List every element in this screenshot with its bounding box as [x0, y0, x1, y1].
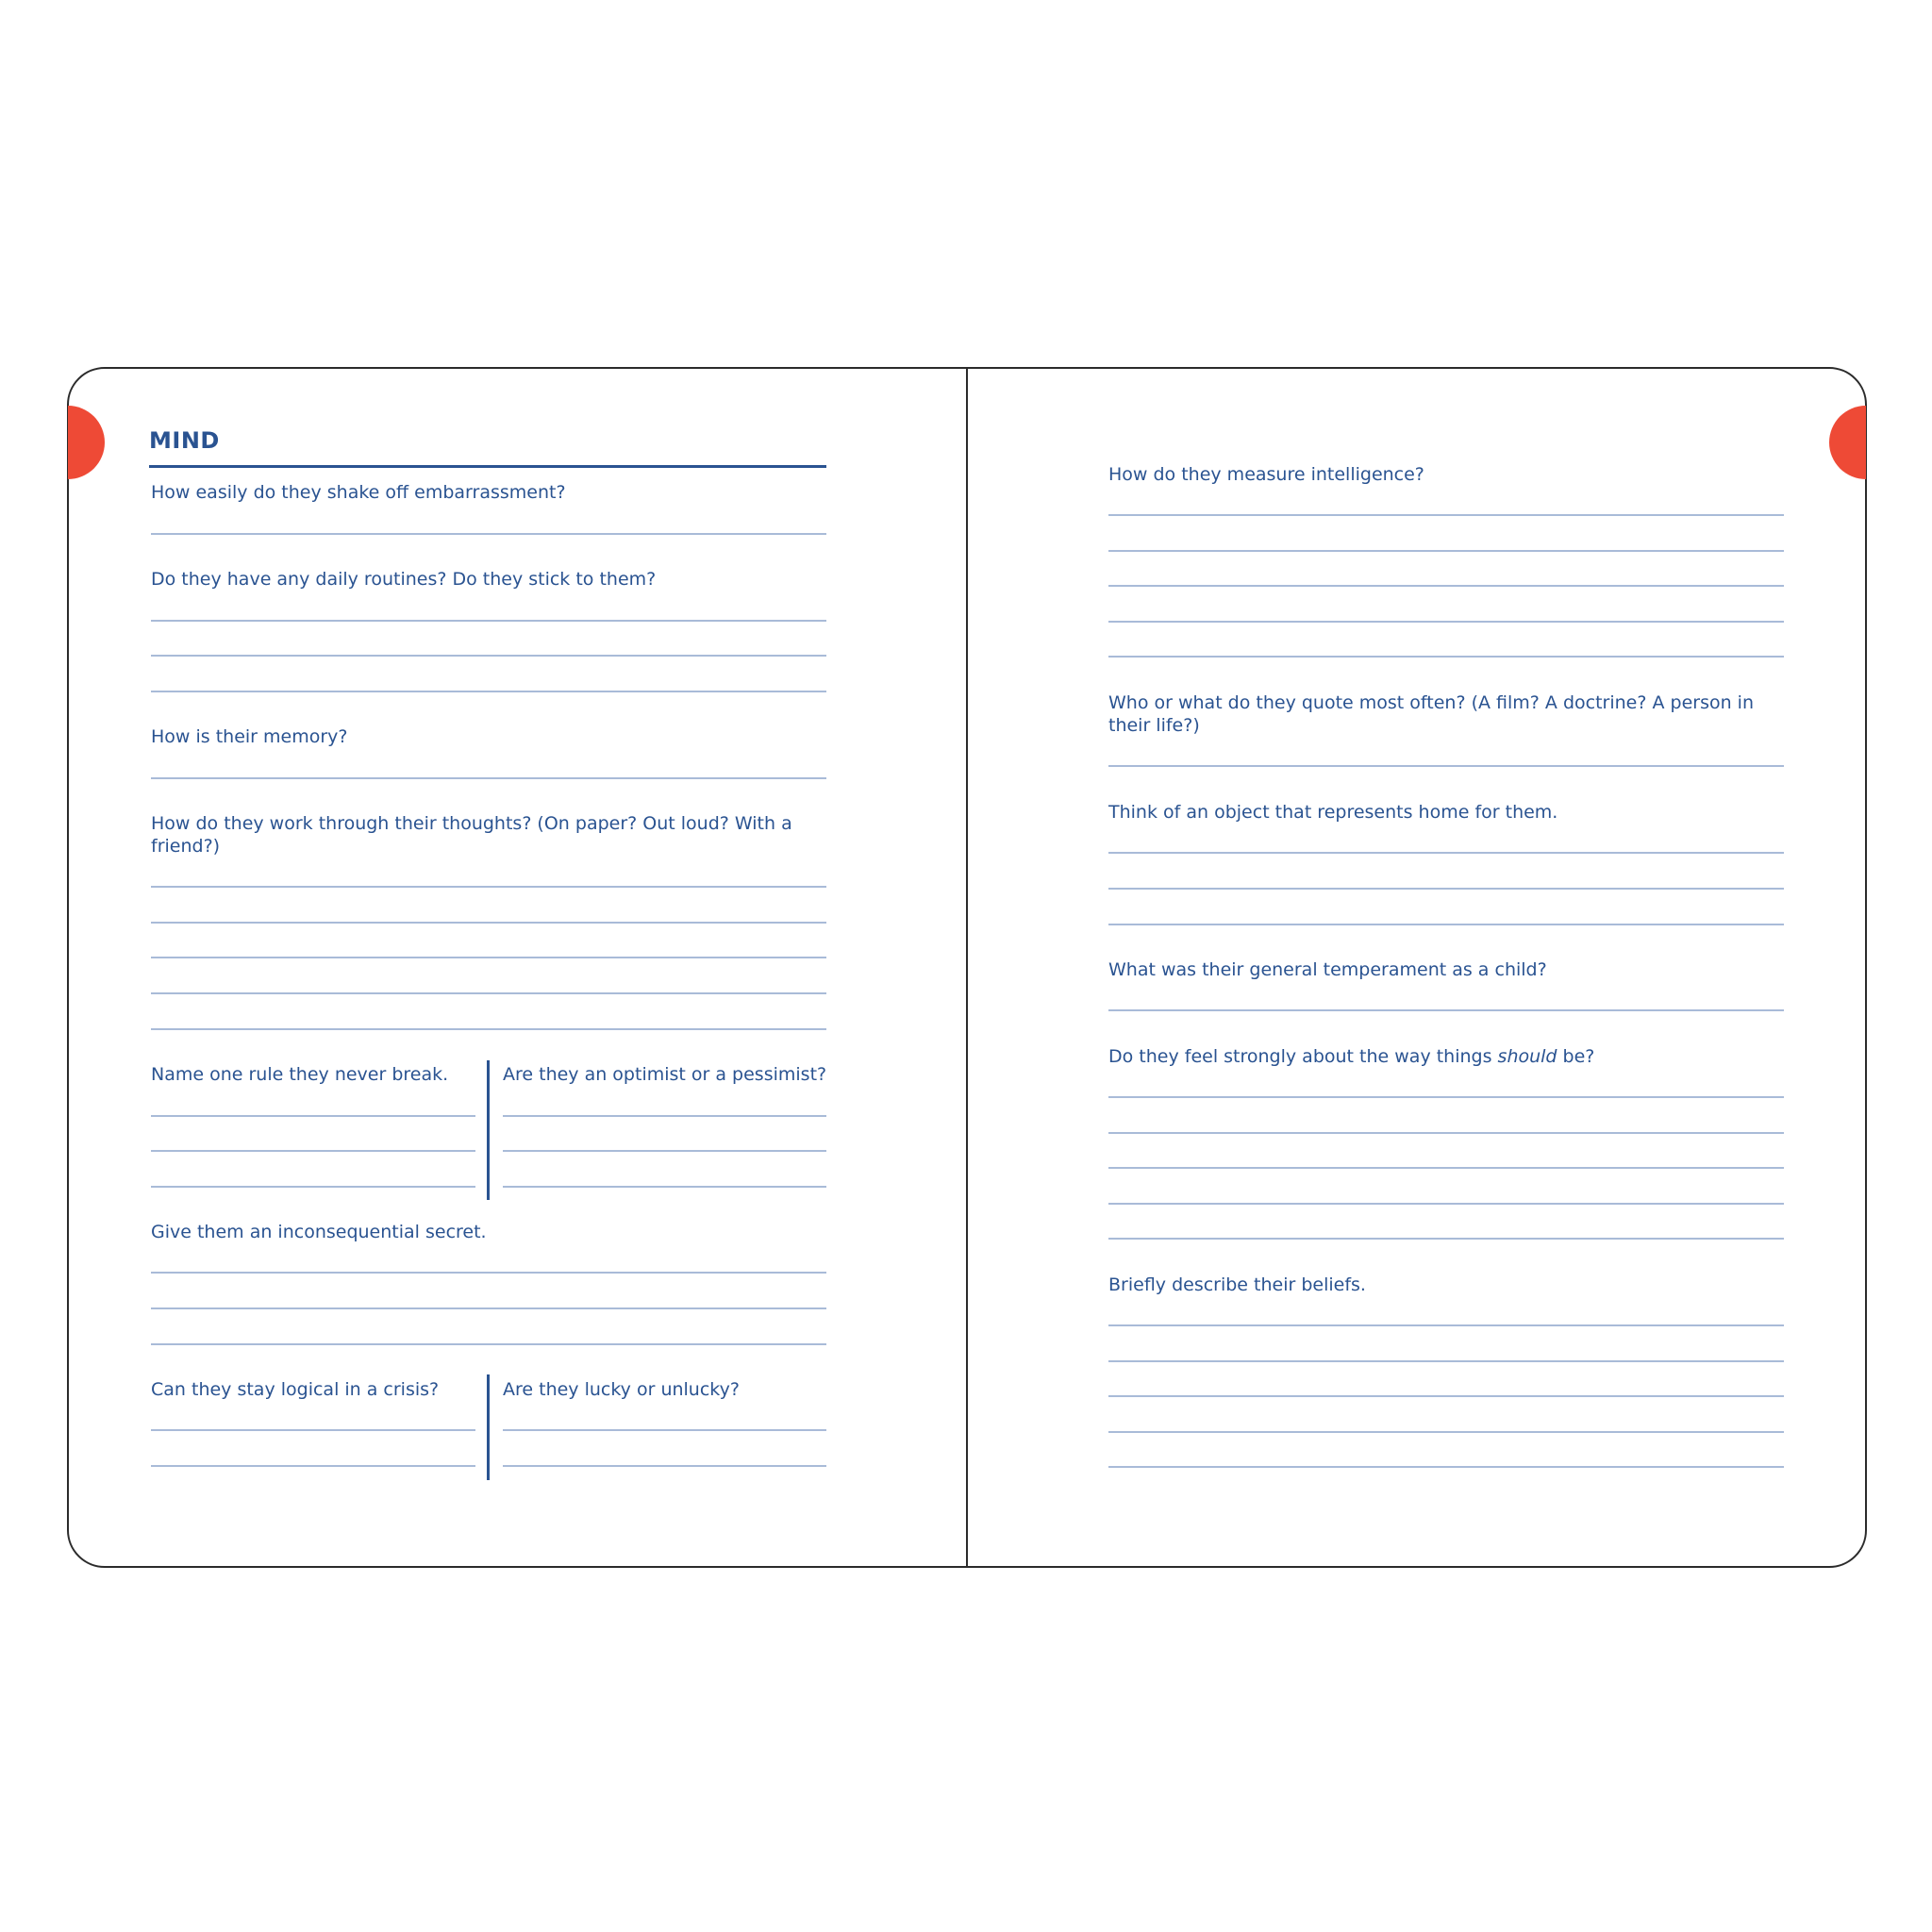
answer-line[interactable]	[503, 1465, 826, 1467]
question-daily-routines: Do they have any daily routines? Do they stick to them?	[151, 569, 657, 590]
question-optimist-pessimist: Are they an optimist or a pessimist?	[503, 1064, 827, 1085]
answer-line[interactable]	[151, 1307, 826, 1309]
answer-line[interactable]	[151, 1115, 475, 1117]
question-quote-often: Who or what do they quote most often? (A film? A doctrine? A person in their life?)	[1108, 692, 1754, 736]
question-secret: Give them an inconsequential secret.	[151, 1222, 487, 1242]
answer-line[interactable]	[1108, 1096, 1784, 1098]
answer-line[interactable]	[1108, 1360, 1784, 1362]
column-divider	[487, 1060, 490, 1200]
answer-line[interactable]	[151, 957, 826, 958]
answer-line[interactable]	[1108, 765, 1784, 767]
answer-line[interactable]	[503, 1150, 826, 1152]
answer-line[interactable]	[1108, 621, 1784, 623]
question-rule-never-break: Name one rule they never break.	[151, 1064, 449, 1085]
answer-line[interactable]	[503, 1115, 826, 1117]
answer-line[interactable]	[151, 777, 826, 779]
answer-line[interactable]	[1108, 1238, 1784, 1240]
answer-line[interactable]	[151, 992, 826, 994]
question-logical-crisis: Can they stay logical in a crisis?	[151, 1379, 440, 1400]
answer-line[interactable]	[151, 1186, 475, 1188]
answer-line[interactable]	[1108, 550, 1784, 552]
question-lucky-unlucky: Are they lucky or unlucky?	[503, 1379, 740, 1400]
answer-line[interactable]	[1108, 1431, 1784, 1433]
answer-line[interactable]	[1108, 1203, 1784, 1205]
question-measure-intelligence: How do they measure intelligence?	[1108, 464, 1424, 485]
answer-line[interactable]	[151, 533, 826, 535]
answer-line[interactable]	[1108, 852, 1784, 854]
question-embarrassment: How easily do they shake off embarrassment?	[151, 482, 566, 503]
answer-line[interactable]	[1108, 1466, 1784, 1468]
question-feel-strongly	[1108, 1045, 1594, 1068]
answer-line[interactable]	[151, 886, 826, 888]
answer-line[interactable]	[151, 691, 826, 692]
answer-line[interactable]	[151, 620, 826, 622]
answer-line[interactable]	[151, 1429, 475, 1431]
section-title-rule	[149, 465, 826, 468]
answer-line[interactable]	[151, 1343, 826, 1345]
answer-line[interactable]	[1108, 1132, 1784, 1134]
question-beliefs: Briefly describe their beliefs.	[1108, 1274, 1366, 1295]
question-emphasis: should	[1497, 1046, 1557, 1067]
answer-line[interactable]	[1108, 514, 1784, 516]
answer-line[interactable]	[1108, 888, 1784, 890]
question-text-part: be?	[1557, 1046, 1595, 1067]
section-title: MIND	[149, 427, 220, 454]
question-text-part: Do they feel strongly about the way things	[1108, 1046, 1498, 1067]
answer-line[interactable]	[151, 655, 826, 657]
answer-line[interactable]	[1108, 1009, 1784, 1011]
answer-line[interactable]	[1108, 924, 1784, 925]
answer-line[interactable]	[151, 922, 826, 924]
spine	[966, 367, 968, 1568]
answer-line[interactable]	[1108, 1395, 1784, 1397]
answer-line[interactable]	[1108, 1167, 1784, 1169]
left-tab-marker	[31, 406, 105, 479]
answer-line[interactable]	[503, 1186, 826, 1188]
answer-line[interactable]	[1108, 1324, 1784, 1326]
answer-line[interactable]	[151, 1465, 475, 1467]
answer-line[interactable]	[151, 1272, 826, 1274]
answer-line[interactable]	[1108, 585, 1784, 587]
column-divider	[487, 1374, 490, 1480]
answer-line[interactable]	[1108, 656, 1784, 658]
question-memory: How is their memory?	[151, 726, 348, 747]
answer-line[interactable]	[503, 1429, 826, 1431]
question-thoughts: How do they work through their thoughts? (On paper? Out loud? With a friend?)	[151, 813, 792, 857]
answer-line[interactable]	[151, 1150, 475, 1152]
question-temperament-child: What was their general temperament as a child?	[1108, 959, 1547, 980]
question-object-home: Think of an object that represents home for them.	[1108, 802, 1558, 823]
answer-line[interactable]	[151, 1028, 826, 1030]
